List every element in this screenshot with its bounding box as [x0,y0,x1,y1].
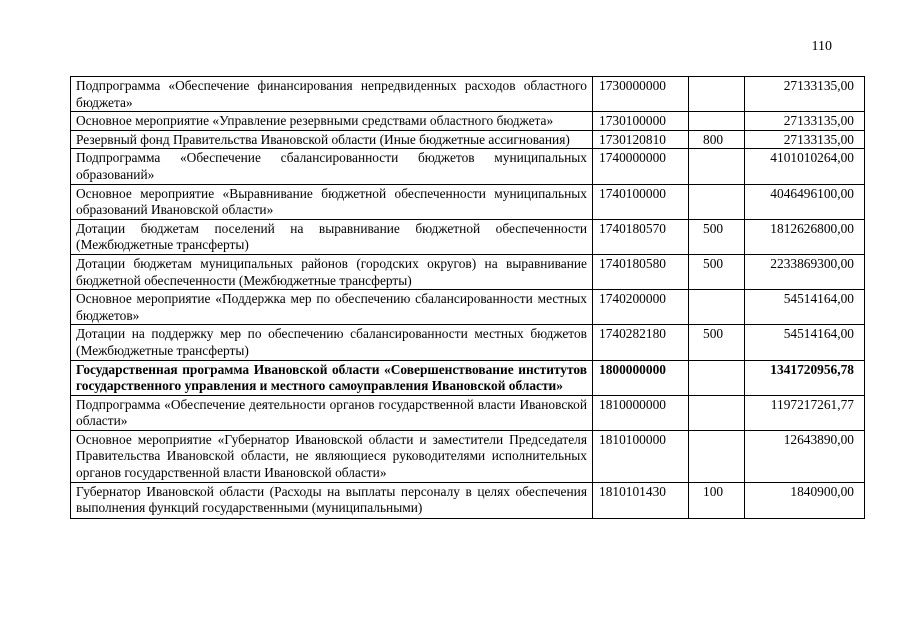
row-type-cell [689,112,745,131]
row-type-cell [689,395,745,430]
row-sum-cell: 1341720956,78 [745,360,865,395]
row-sum-cell: 54514164,00 [745,325,865,360]
budget-table-body [71,77,865,519]
row-code-cell: 1740200000 [593,290,689,325]
row-type-cell [689,360,745,395]
budget-table [70,76,865,519]
table-row [71,395,865,430]
row-name-cell: Основное мероприятие «Губернатор Ивановской области и заместители Председателя Правительства Ивановской области, не являющиеся руководителями исполнительных органов государственной власти Ивановской области» [71,430,593,482]
row-sum-cell: 1840900,00 [745,482,865,518]
row-name-cell: Губернатор Ивановской области (Расходы на выплаты персоналу в целях обеспечения выполнения функций государственными (муниципальными) [71,482,593,518]
table-row [71,325,865,360]
row-sum-cell: 27133135,00 [745,77,865,112]
row-type-cell [689,149,745,184]
table-row [71,430,865,482]
row-type-cell: 800 [689,130,745,149]
row-code-cell: 1810100000 [593,430,689,482]
row-sum-cell: 12643890,00 [745,430,865,482]
table-row [71,290,865,325]
row-name-cell: Подпрограмма «Обеспечение сбалансированности бюджетов муниципальных образований» [71,149,593,184]
page-number: 110 [811,39,832,54]
row-name-cell: Подпрограмма «Обеспечение финансирования непредвиденных расходов областного бюджета» [71,77,593,112]
row-sum-cell: 54514164,00 [745,290,865,325]
table-row [71,219,865,254]
row-type-cell: 500 [689,325,745,360]
row-name-cell: Основное мероприятие «Выравнивание бюджетной обеспеченности муниципальных образований Ивановской области» [71,184,593,219]
row-name-cell: Основное мероприятие «Поддержка мер по обеспечению сбалансированности местных бюджетов» [71,290,593,325]
row-code-cell: 1740180570 [593,219,689,254]
row-code-cell: 1740180580 [593,254,689,289]
row-name-cell: Основное мероприятие «Управление резервными средствами областного бюджета» [71,112,593,131]
row-sum-cell: 4046496100,00 [745,184,865,219]
table-row [71,184,865,219]
row-name-cell: Дотации бюджетам поселений на выравнивание бюджетной обеспеченности (Межбюджетные трансферты) [71,219,593,254]
row-name-cell: Государственная программа Ивановской области «Совершенствование институтов государственного управления и местного самоуправления Ивановской области» [71,360,593,395]
row-name-cell: Дотации бюджетам муниципальных районов (городских округов) на выравнивание бюджетной обеспеченности (Межбюджетные трансферты) [71,254,593,289]
table-row [71,360,865,395]
row-type-cell: 100 [689,482,745,518]
row-sum-cell: 4101010264,00 [745,149,865,184]
table-row [71,482,865,518]
row-type-cell [689,290,745,325]
row-type-cell [689,430,745,482]
row-code-cell: 1740100000 [593,184,689,219]
row-sum-cell: 2233869300,00 [745,254,865,289]
row-sum-cell: 1812626800,00 [745,219,865,254]
table-row [71,254,865,289]
row-type-cell: 500 [689,219,745,254]
row-name-cell: Дотации на поддержку мер по обеспечению сбалансированности местных бюджетов (Межбюджетные трансферты) [71,325,593,360]
row-name-cell: Подпрограмма «Обеспечение деятельности органов государственной власти Ивановской области» [71,395,593,430]
row-type-cell [689,184,745,219]
row-type-cell [689,77,745,112]
row-code-cell: 1810101430 [593,482,689,518]
row-name-cell: Резервный фонд Правительства Ивановской области (Иные бюджетные ассигнования) [71,130,593,149]
row-code-cell: 1730120810 [593,130,689,149]
row-sum-cell: 1197217261,77 [745,395,865,430]
row-code-cell: 1730100000 [593,112,689,131]
row-code-cell: 1740000000 [593,149,689,184]
row-code-cell: 1810000000 [593,395,689,430]
table-row [71,149,865,184]
table-row [71,130,865,149]
row-sum-cell: 27133135,00 [745,130,865,149]
table-row [71,112,865,131]
row-sum-cell: 27133135,00 [745,112,865,131]
row-type-cell: 500 [689,254,745,289]
row-code-cell: 1740282180 [593,325,689,360]
row-code-cell: 1800000000 [593,360,689,395]
row-code-cell: 1730000000 [593,77,689,112]
table-row [71,77,865,112]
